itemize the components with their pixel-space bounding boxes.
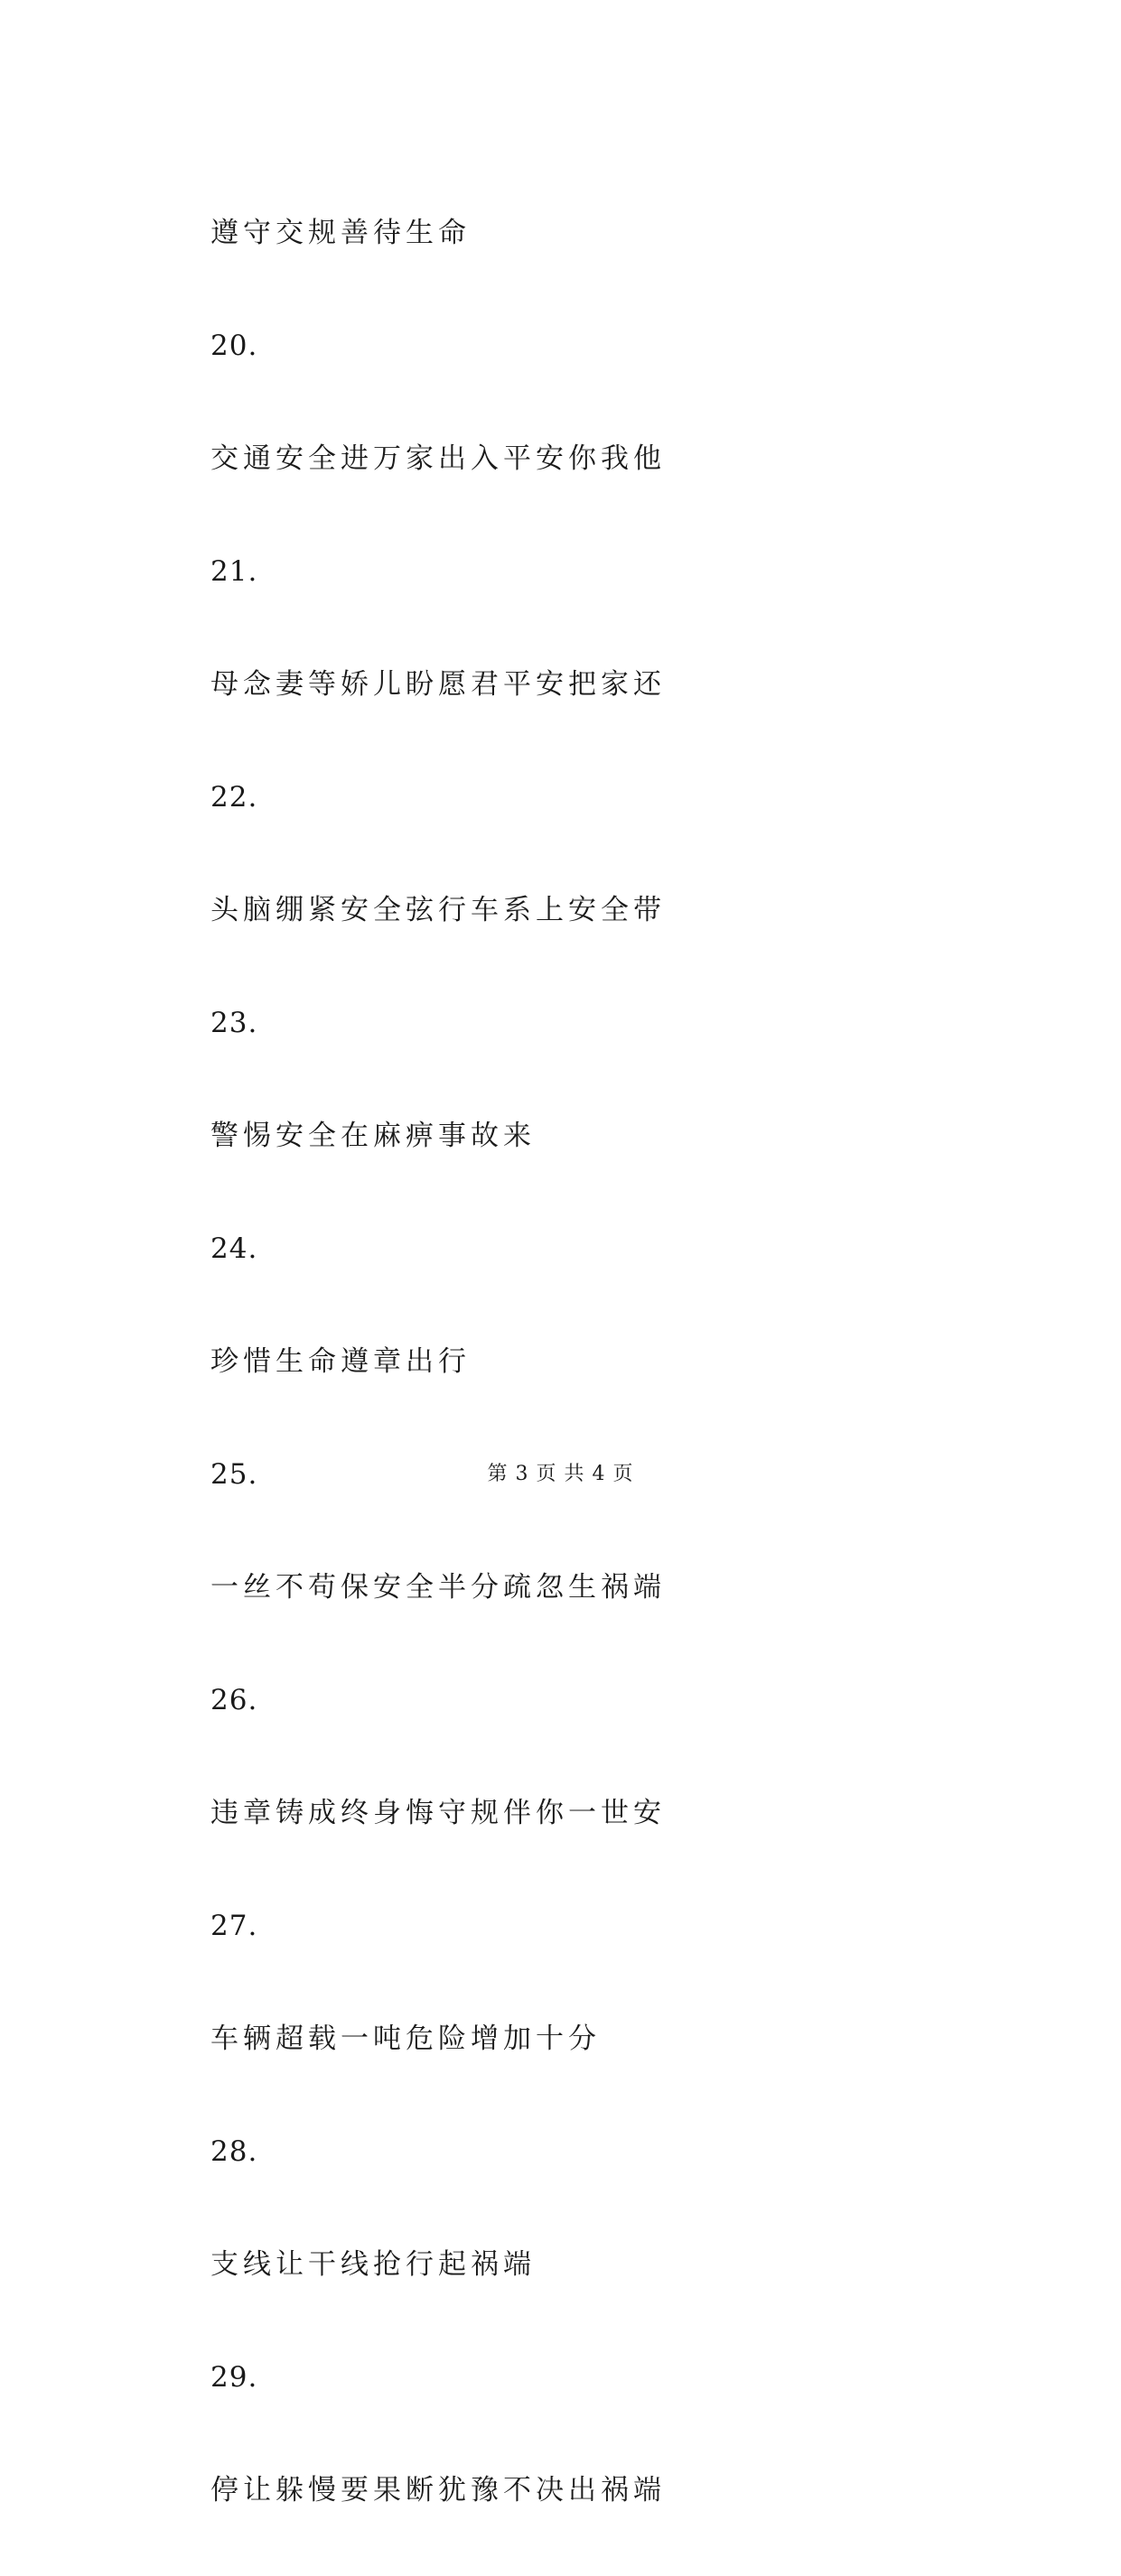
slogan-line: 遵守交规善待生命: [210, 217, 471, 249]
slogan-line: 珍惜生命遵章出行: [210, 1345, 471, 1378]
item-number: 24.: [210, 1232, 258, 1265]
slogan-line: 母念妻等娇儿盼愿君平安把家还: [210, 668, 666, 701]
slogan-line: 头脑绷紧安全弦行车系上安全带: [210, 894, 666, 926]
slogan-line: 车辆超载一吨危险增加十分: [210, 2023, 601, 2055]
slogan-line: 支线让干线抢行起祸端: [210, 2248, 536, 2281]
slogan-line: 警惕安全在麻痹事故来: [210, 1120, 536, 1152]
slogan-line: 一丝不苟保安全半分疏忽生祸端: [210, 1571, 666, 1604]
item-number: 28.: [210, 2135, 258, 2168]
item-number: 29.: [210, 2361, 258, 2394]
page-footer: 第 3 页 共 4 页: [487, 1463, 634, 1485]
item-number: 22.: [210, 781, 258, 814]
item-number: 27.: [210, 1910, 258, 1942]
slogan-line: 违章铸成终身悔守规伴你一世安: [210, 1797, 666, 1829]
item-number: 25.: [210, 1458, 258, 1491]
document-body: [210, 206, 1023, 2576]
item-number: 26.: [210, 1684, 258, 1716]
item-number: 21.: [210, 555, 258, 588]
slogan-line: 停让躲慢要果断犹豫不决出祸端: [210, 2474, 666, 2506]
item-number: 23.: [210, 1007, 258, 1039]
slogan-line: 交通安全进万家出入平安你我他: [210, 442, 666, 475]
item-number: 20.: [210, 330, 258, 362]
